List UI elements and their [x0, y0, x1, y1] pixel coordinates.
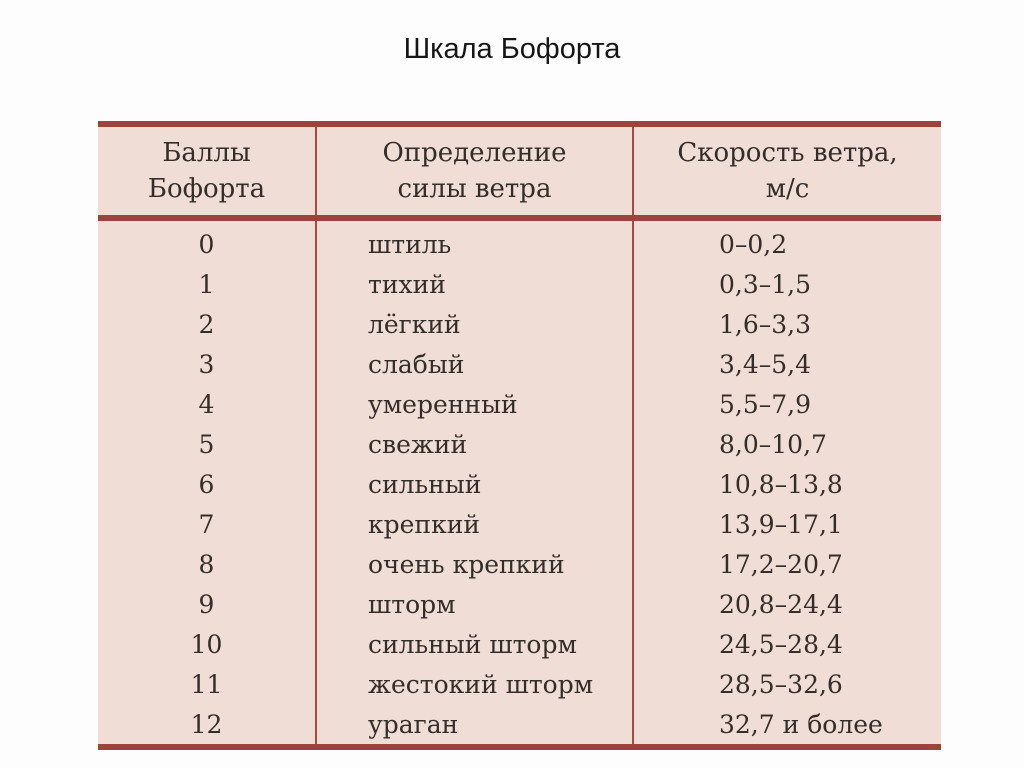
header-cell-score: [98, 124, 316, 218]
table-header: [98, 124, 941, 218]
table-row: [98, 664, 941, 704]
cell-definition: лёгкий: [316, 304, 633, 344]
beaufort-scale-table: [98, 121, 941, 750]
cell-speed: 28,5–32,6: [719, 669, 843, 699]
table-row: [98, 544, 941, 584]
cell-score: 2: [98, 304, 316, 344]
cell-definition: умеренный: [316, 384, 633, 424]
table-row: [98, 704, 941, 747]
cell-speed: 24,5–28,4: [719, 629, 843, 659]
cell-speed: 20,8–24,4: [719, 589, 843, 619]
cell-score: 10: [98, 624, 316, 664]
cell-definition: жестокий шторм: [316, 664, 633, 704]
table-row: [98, 504, 941, 544]
header-definition-line1: Определение: [382, 137, 567, 168]
table-row: [98, 624, 941, 664]
cell-speed: 0,3–1,5: [719, 269, 812, 299]
header-row: [98, 124, 941, 218]
cell-score: 3: [98, 344, 316, 384]
cell-definition: крепкий: [316, 504, 633, 544]
cell-speed: 3,4–5,4: [719, 349, 812, 379]
cell-speed: 5,5–7,9: [719, 389, 812, 419]
table-row: [98, 304, 941, 344]
cell-score: 11: [98, 664, 316, 704]
cell-definition: сильный шторм: [316, 624, 633, 664]
cell-speed: 13,9–17,1: [719, 509, 843, 539]
cell-speed: 17,2–20,7: [719, 549, 843, 579]
cell-score: 12: [98, 704, 316, 747]
page-title: Шкала Бофорта: [403, 33, 621, 65]
table-row: [98, 584, 941, 624]
cell-speed: 0–0,2: [719, 229, 788, 259]
header-cell-speed: [633, 124, 941, 218]
cell-speed: 8,0–10,7: [719, 429, 827, 459]
cell-speed: 32,7 и более: [719, 709, 883, 739]
header-definition-line2: силы ветра: [397, 174, 552, 204]
cell-definition: ураган: [316, 704, 633, 747]
header-score-line2: Бофорта: [147, 174, 266, 204]
cell-score: 4: [98, 384, 316, 424]
cell-definition: свежий: [316, 424, 633, 464]
cell-speed: 1,6–3,3: [719, 309, 812, 339]
header-cell-definition: [316, 124, 633, 218]
table-row: [98, 264, 941, 304]
cell-score: 9: [98, 584, 316, 624]
beaufort-table-container: [98, 121, 941, 750]
table-row: [98, 218, 941, 264]
table-row: [98, 384, 941, 424]
cell-score: 5: [98, 424, 316, 464]
table-body: [98, 218, 941, 747]
cell-definition: тихий: [316, 264, 633, 304]
cell-speed: 10,8–13,8: [719, 469, 843, 499]
cell-score: 7: [98, 504, 316, 544]
header-speed-line2: м/с: [765, 174, 810, 204]
header-score-line1: Баллы: [162, 137, 251, 168]
cell-definition: сильный: [316, 464, 633, 504]
cell-score: 6: [98, 464, 316, 504]
cell-definition: штиль: [316, 218, 633, 264]
header-speed-line1: Скорость ветра,: [677, 137, 898, 168]
table-row: [98, 344, 941, 384]
cell-score: 8: [98, 544, 316, 584]
cell-score: 1: [98, 264, 316, 304]
cell-definition: очень крепкий: [316, 544, 633, 584]
table-row: [98, 464, 941, 504]
cell-definition: шторм: [316, 584, 633, 624]
cell-definition: слабый: [316, 344, 633, 384]
cell-score: 0: [98, 218, 316, 264]
table-row: [98, 424, 941, 464]
